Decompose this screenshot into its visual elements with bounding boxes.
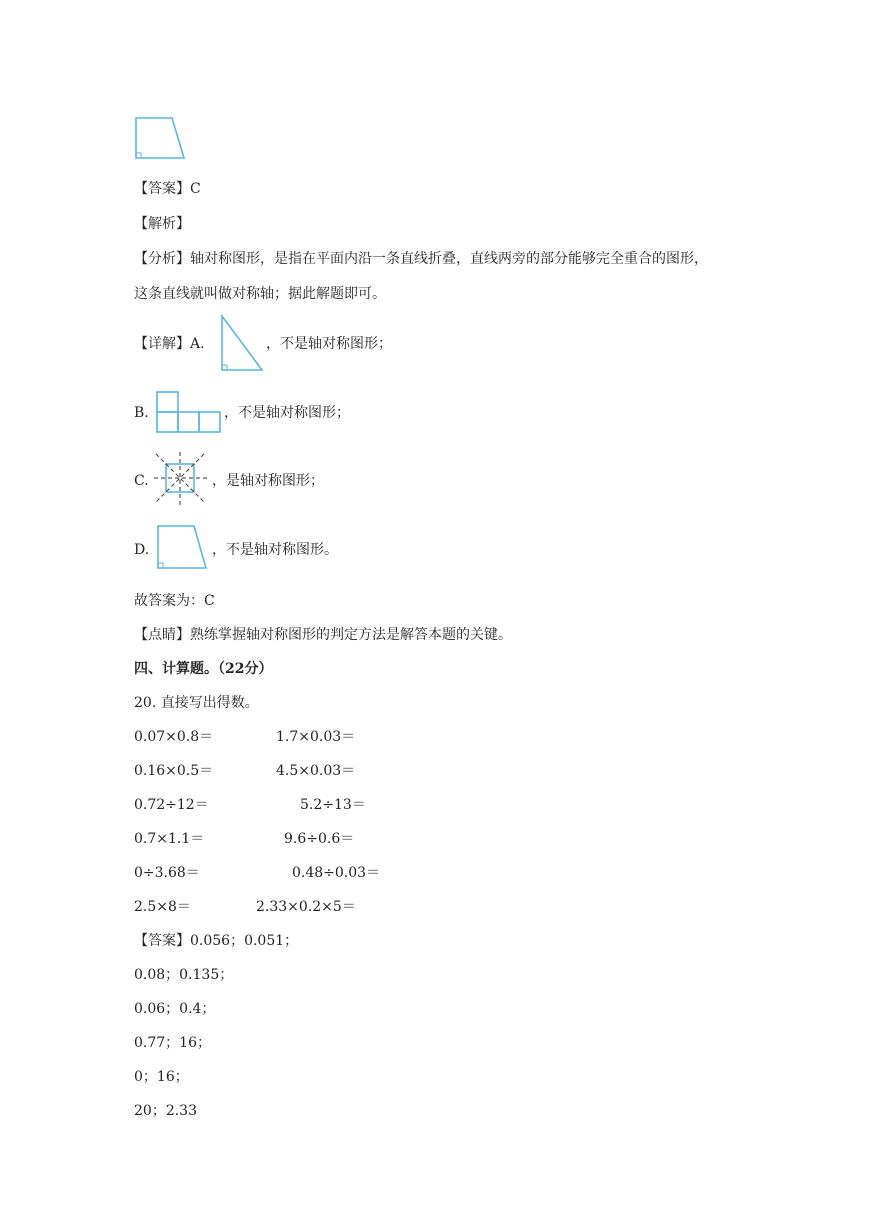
dianjing-text: 熟练掌握轴对称图形的判定方法是解答本题的关键。 — [190, 627, 512, 643]
option-b-text: ，不是轴对称图形； — [224, 405, 350, 421]
calc-right-5: 0.48÷0.03＝ — [292, 865, 381, 881]
answer2-line-5: 0；16； — [134, 1069, 189, 1085]
calc-right-3: 5.2÷13＝ — [300, 797, 366, 813]
calc-left-5: 0÷3.68＝ — [134, 865, 200, 881]
section-title: 四、计算题。（22分） — [134, 661, 273, 677]
answer2-line-4: 0.77；16； — [134, 1035, 211, 1051]
answer-value: C — [190, 181, 201, 197]
analysis-heading: 【解析】 — [134, 216, 190, 232]
calc-left-1: 0.07×0.8＝ — [134, 729, 214, 745]
xiangjie-label: 【详解】 — [134, 336, 190, 352]
answer2-line-2: 0.08；0.135； — [134, 967, 234, 983]
square-net-figure — [155, 388, 225, 434]
answer-line — [134, 180, 201, 198]
calc-right-2: 4.5×0.03＝ — [276, 763, 356, 779]
question-number: 20. — [134, 695, 157, 711]
calc-right-6: 2.33×0.2×5＝ — [256, 899, 356, 915]
xiangjie-option-a — [134, 335, 205, 353]
calc-left-2: 0.16×0.5＝ — [134, 763, 214, 779]
fenxi-label: 【分析】 — [134, 251, 190, 267]
option-d-letter: D. — [134, 542, 150, 558]
option-b-letter: B. — [134, 405, 149, 421]
dianjing-label: 【点睛】 — [134, 627, 190, 643]
answer2-line-1 — [134, 932, 298, 950]
option-a-text: ，不是轴对称图形； — [266, 336, 392, 352]
option-c-letter: C. — [134, 473, 149, 489]
question-text: 直接写出得数。 — [160, 695, 259, 711]
question-line — [134, 694, 259, 712]
option-d-text: ，不是轴对称图形。 — [212, 542, 338, 558]
option-a-letter: A. — [190, 336, 205, 352]
fenxi-line-2: 这条直线就叫做对称轴；据此解题即可。 — [134, 286, 386, 302]
calc-left-4: 0.7×1.1＝ — [134, 831, 205, 847]
calc-left-3: 0.72÷12＝ — [134, 797, 209, 813]
square-with-axes-figure — [152, 450, 212, 510]
answer2-value-1: 0.056；0.051； — [190, 933, 299, 949]
trapezoid-figure-top — [132, 114, 192, 164]
conclusion: 故答案为：C — [134, 593, 215, 609]
calc-right-1: 1.7×0.03＝ — [276, 729, 356, 745]
answer2-line-3: 0.06；0.4； — [134, 1001, 216, 1017]
dianjing-line — [134, 626, 512, 644]
answer2-line-6: 20；2.33 — [134, 1103, 197, 1119]
answer2-label: 【答案】 — [134, 933, 190, 949]
calc-right-4: 9.6÷0.6＝ — [284, 831, 355, 847]
trapezoid-figure-d — [154, 522, 214, 572]
fenxi-line-1 — [134, 250, 708, 268]
right-triangle-figure — [218, 312, 268, 372]
answer-label: 【答案】 — [134, 181, 190, 197]
fenxi-text-1: 轴对称图形，是指在平面内沿一条直线折叠，直线两旁的部分能够完全重合的图形， — [190, 251, 708, 267]
calc-left-6: 2.5×8＝ — [134, 899, 191, 915]
option-c-text: ，是轴对称图形； — [212, 473, 324, 489]
